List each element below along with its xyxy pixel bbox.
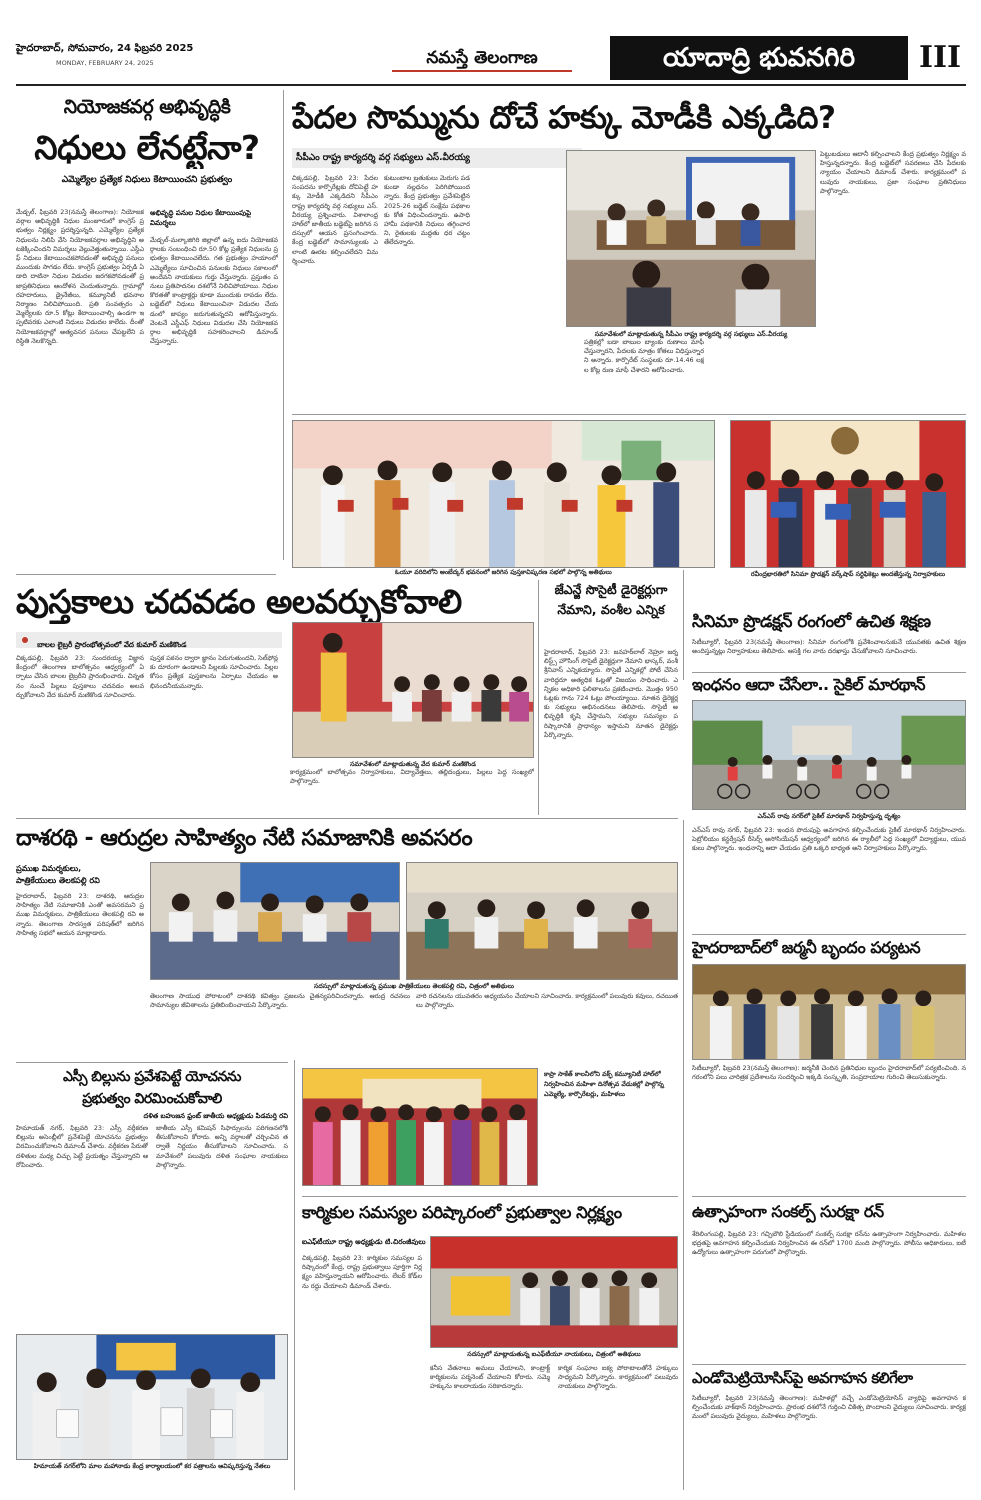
- story-cycle-headline: ఇంధనం ఆదా చేసేలా.. సైకిల్ మారథాన్: [692, 675, 926, 694]
- photo-cycle-marathon: [692, 700, 966, 810]
- story-sc-col1: హిమాయత్ నగర్, ఫిబ్రవరి 23: ఎస్సీ వర్గీకరణ బిల్లును అసెంబ్లీలో ప్రవేశపెట్టే యోచనను ప్రభుత్వం విరమించుకోవాలని డిమాండ్ చేశారు. వర్గీకరణ పేరుతో దళితుల మధ్య చిచ్చు పెట్టే ప్రయత్నం చేస్తున్నారని ఆరోపించారు.: [16, 1124, 148, 1169]
- story-cpm-col2: కుటుంబాల బ్రతుకులు మెరుగు పడకుండా నల్లధనం పెరిగిపోయిందన్నారు. కేంద్ర ప్రభుత్వం ప్రవేశపెట్టిన 2025-26 బడ్జెట్ సంక్షేమ పథకాలకు కోత విధించిందన్నారు. ఉపాధి హామీ పథకానికి నిధులు తగ్గించారని, రైతులకు మద్దతు ధర చట్టం తేలేదన్నారు.: [384, 174, 470, 247]
- photo-dasarathi-caption: సదస్సులో మాట్లాడుతున్న ప్రముఖ పాత్రికేయులు తెలకపల్లి రవి, చిత్రంలో అతిథులు: [313, 983, 514, 990]
- photo-workers-caption: సదస్సులో మాట్లాడుతున్న ఐఎఫ్‌టీయూ నాయకులు, చిత్రంలో అతిథులు: [467, 1351, 641, 1358]
- story-funds-col2: మేడ్చల్-మల్కాజిగిరి జిల్లాలో ఉన్న ఐదు నియోజకవర్గాలకు సంబంధించి రూ.50 కోట్ల ప్రత్యేక నిధులను ప్రభుత్వం కేటాయించలేదు. గత ప్రభుత్వం హయాంలో ఎమ్మెల్యేలు సూచించిన పనులకు నిధులు సకాలంలో అందేవని నాయకులు గుర్తు చేస్తున్నారు. ప్రస్తుతం పనులు ప్రతిపాదనల దశలోనే నిలిచిపోయాయి. నిధుల కొరతతో కాంట్రాక్టర్లు కూడా ముందుకు రావడం లేదు. బడ్జెట్‌లో నిధులు కేటాయించినా విడుదల చేయడంలో జాప్యం జరుగుతున్నదని ఆరోపిస్తున్నారు. వెంటనే ఎస్డీఎఫ్ నిధులు విడుదల చేసి నియోజకవర్గాల అభివృద్ధికి సహకరించాలని డిమాండ్ చేస్తున్నారు.: [150, 236, 278, 346]
- story-german-body: సిటీబ్యూరో, ఫిబ్రవరి 23(నమస్తే తెలంగాణ): జర్మనీకి చెందిన ప్రతినిధుల బృందం హైదరాబాద్‌లో పర్యటించింది. నగరంలోని పలు చారిత్రక ప్రదేశాలను సందర్శించి ఇక్కడి సంస్కృతి, సంప్రదాయాల గురించి తెలుసుకున్నారు.: [692, 1064, 966, 1082]
- story-sankalp-headline: ఉత్సాహంగా సంకల్ప్ సురక్షా రన్: [692, 1202, 884, 1221]
- story-sankalp: [692, 1200, 966, 1360]
- section-divider: [16, 1062, 288, 1063]
- section-title: యాదాద్రి భువనగిరి: [610, 36, 908, 80]
- story-german: [692, 936, 966, 960]
- story-books-kicker-box: [16, 632, 282, 648]
- story-funds-deck: ఎమ్మెల్యేల ప్రత్యేక నిధులు కేటాయించని ప్రభుత్వం: [61, 175, 233, 185]
- photo-book-caption: ఓయూ వరిదిలోని అంబేద్కర్ భవనంలో జరిగిన పుస్తకావిష్కరణ సభలో పాల్గొన్న అతిథులు: [395, 569, 612, 576]
- section-divider: [692, 1364, 966, 1365]
- story-cpm-headline: పేదల సొమ్మును దోచే హక్కు మోడీకి ఎక్కడిది?: [292, 100, 836, 136]
- story-workers-byline: ఐఎఫ్‌టీయూ రాష్ట్ర అధ్యక్షుడు టి.చిరంజీవులు: [302, 1238, 426, 1246]
- photo-cpm-meeting: [566, 150, 816, 327]
- story-cycle: [692, 674, 966, 694]
- story-books-col2: పుస్తక పఠనం ద్వారా జ్ఞానం పెరుగుతుందని, సెల్‌ఫోన్లకు దూరంగా ఉండాలని పిల్లలకు సూచించారు. పిల్లల కోసం ప్రత్యేక పుస్తకాలను ఏర్పాటు చేయడం అభినందనీయమన్నారు.: [150, 654, 278, 690]
- story-workers-headline: కార్మికుల సమస్యల పరిష్కారంలో ప్రభుత్వాల నిర్లక్ష్యం: [302, 1203, 622, 1222]
- story-endo-body: సిటీబ్యూరో, ఫిబ్రవరి 23(నమస్తే తెలంగాణ): మహిళల్లో వచ్చే ఎండోమెట్రియోసిస్ వ్యాధిపై అవగాహన కల్పించేందుకు వాక్‌థాన్ నిర్వహించారు. ప్రారంభ దశలోనే గుర్తించి చికిత్స పొందాలని వైద్యులు సూచించారు. కార్యక్రమంలో పలువురు వైద్యులు, మహిళలు పాల్గొన్నారు.: [692, 1394, 966, 1421]
- story-cycle-body: ఎన్‌ఎస్ రావు నగర్, ఫిబ్రవరి 23: ఇంధన పొదుపుపై అవగాహన కల్పించేందుకు సైకిల్ మారథాన్ నిర్వహించారు. పెట్రోలియం కన్జర్వేషన్ రీసెర్చ్ అసోసియేషన్ ఆధ్వర్యంలో జరిగిన ఈ ర్యాలీలో పెద్ద సంఖ్యలో విద్యార్థులు, యువకులు పాల్గొన్నారు. ఇంధనాన్ని ఆదా చేయడం ప్రతి ఒక్కరి బాధ్యత అని నిర్వాహకులు పేర్కొన్నారు.: [692, 826, 966, 853]
- section-divider: [692, 1196, 966, 1197]
- photo-workers-meeting: [430, 1236, 678, 1348]
- story-dasarathi-byline-2: పాత్రికేయులు తెలకపల్లి రవి: [16, 876, 100, 885]
- story-cinema-body: సిటీబ్యూరో, ఫిబ్రవరి 23(నమస్తే తెలంగాణ): సినిమా రంగంలోకి ప్రవేశించాలనుకునే యువతకు ఉచిత శిక్షణ అందిస్తున్నట్లు నిర్వాహకులు తెలిపారు. ఆసక్తి గల వారు దరఖాస్తు చేసుకోవాలని సూచించారు.: [692, 638, 966, 656]
- masthead-rule: [16, 84, 966, 86]
- story-funds: [16, 96, 278, 560]
- story-cpm-col3: పత్రికల్లో బడా బాబుల బ్యాంకు రుణాలు మాఫీ చేస్తున్నారని, పేదలకు మాత్రం కోతలు విధిస్తున్నారని అన్నారు. కార్పొరేట్ సంస్థలకు రూ.14.46 లక్షల కోట్ల రుణ మాఫీ చేశారని ఆరోపించారు.: [584, 338, 704, 374]
- masthead-date: [16, 42, 246, 67]
- story-workers-col3: కార్మిక సంఘాల ఐక్య పోరాటాలతోనే హక్కులు సాధ్యమని పేర్కొన్నారు. కార్యక్రమంలో పలువురు నాయకులు పాల్గొన్నారు.: [558, 1364, 678, 1391]
- section-divider: [16, 574, 276, 575]
- photo-dasarathi-guests: [406, 862, 678, 980]
- story-workers-col1: చిక్కడపల్లి, ఫిబ్రవరి 23: కార్మికుల సమస్యల పరిష్కారంలో కేంద్ర, రాష్ట్ర ప్రభుత్వాలు పూర్తిగా నిర్లక్ష్యం వహిస్తున్నాయని ఆరోపించారు. లేబర్ కోడ్‌లను రద్దు చేయాలని డిమాండ్ చేశారు.: [302, 1254, 422, 1290]
- section-divider: [16, 818, 678, 819]
- column-divider: [683, 820, 684, 1490]
- masthead-date-te: హైదరాబాద్, సోమవారం, 24 ఫిబ్రవరి 2025: [16, 43, 194, 54]
- story-cpm-col4: పెట్టుబడులు ఆదానీ కల్పించాలని కేంద్ర ప్రభుత్వం నిర్లక్ష్యం వహిస్తున్నదన్నారు. కేంద్ర బడ్జెట్‌లో సవరణలు చేసి పేదలకు న్యాయం చేయాలని డిమాండ్ చేశారు. కార్యక్రమంలో పలువురు నాయకులు, ప్రజా సంఘాల ప్రతినిధులు పాల్గొన్నారు.: [820, 150, 966, 195]
- section-divider: [292, 414, 966, 415]
- story-sc-kicker: దళిత బహుజన ఫ్రంట్ జాతీయ అధ్యక్షుడు పిడమర్తి రవి: [143, 1112, 288, 1120]
- story-endo-headline: ఎండోమెట్రియోసిస్‌పై అవగాహన కలిగేలా: [692, 1369, 913, 1387]
- story-funds-subhead: అభివృద్ధి పనుల నిధుల కేటాయింపుపై విమర్శలు: [150, 209, 252, 227]
- photo-cinema-caption: రవీంద్రభారతిలో సినిమా ప్రొడక్షన్ వర్క్‌షాప్ సర్టిఫికెట్లు అందజేస్తున్న నిర్వాహకులు: [750, 571, 946, 578]
- story-dasarathi-col1: హైదరాబాద్, ఫిబ్రవరి 23: దాశరథి, ఆరుద్రల సాహిత్యం నేటి సమాజానికి ఎంతో అవసరమని ప్రముఖ విమర్శకులు, పాత్రికేయులు తెలకపల్లి రవి అన్నారు. తెలంగాణ సారస్వత పరిషత్‌లో జరిగిన సాహిత్య సభలో ఆయన మాట్లాడారు.: [16, 892, 144, 937]
- story-dasarathi-byline-1: ప్రముఖ విమర్శకులు,: [16, 864, 82, 873]
- story-funds-headline: నిధులు లేనట్టేనా?: [34, 128, 260, 167]
- photo-cycle-caption: ఎన్‌ఎస్ రావు నగర్‌లో సైకిల్ మారథాన్ నిర్వహిస్తున్న దృశ్యం: [757, 813, 901, 820]
- story-sc-headline-2: ప్రభుత్వం విరమించుకోవాలి: [82, 1091, 222, 1107]
- story-sankalp-body: శేరిలింగంపల్లి, ఫిబ్రవరి 23: గచ్చిబౌలి స్టేడియంలో సంకల్ప్ సురక్షా రన్‌ను ఉత్సాహంగా నిర్వహించారు. మహిళల భద్రతపై అవగాహన కల్పించేందుకు నిర్వహించిన ఈ రన్‌లో 1700 మంది పాల్గొన్నారు. పోలీసు అధికారులు, ఐటీ ఉద్యోగులు ఉత్సాహంగా పరుగులో పాల్గొన్నారు.: [692, 1230, 966, 1257]
- photo-cinema-workshop: [730, 420, 966, 568]
- story-dasarathi-col3: వారి రచనలను యువతరం అధ్యయనం చేయాలని సూచించారు. కార్యక్రమంలో పలువురు కవులు, రచయితలు పాల్గొన్నారు.: [416, 992, 678, 1010]
- story-books-col3: కార్యక్రమంలో బాలోత్సవం నిర్వాహకులు, విద్యావేత్తలు, తల్లిదండ్రులు, పిల్లలు పెద్ద సంఖ్యలో పాల్గొన్నారు.: [290, 768, 534, 786]
- story-funds-col1: మేడ్చల్, ఫిబ్రవరి 23(నమస్తే తెలంగాణ): నియోజకవర్గాల అభివృద్ధికి నిధుల మంజూరులో కాంగ్రెస్ ప్రభుత్వం నిర్లక్ష్యం ప్రదర్శిస్తున్నది. ఎమ్మెల్యేల ప్రత్యేక నిధులను నిలిపి వేసి నియోజకవర్గాల అభివృద్ధిని అటకెక్కించిందని విమర్శలు వెల్లువెత్తుతున్నాయి. ఎస్డీఎఫ్ నిధులు కేటాయించకపోవడంతో అభివృద్ధి పనులు ముందుకు సాగడం లేదు. కాంగ్రెస్ ప్రభుత్వం ఏర్పడి ఏడాది దాటినా నిధుల విడుదల జరగకపోవడంతో ప్రజాప్రతినిధులు ఆందోళన చెందుతున్నారు. గ్రామాల్లో రహదారులు, డ్రైనేజీలు, కమ్యూనిటీ భవనాల నిర్మాణం నిలిచిపోయింది. ప్రతి సంవత్సరం ఎమ్మెల్యేలకు రూ.5 కోట్లు కేటాయించాల్సి ఉండగా ఇప్పటివరకు ఎలాంటి నిధులు విడుదల కాలేదు. దీంతో నియోజకవర్గాల్లో అత్యవసర పనులు చేపట్టలేని పరిస్థితి నెలకొన్నది.: [16, 208, 144, 345]
- story-cinema-headline: సినిమా ప్రొడక్షన్ రంగంలో ఉచిత శిక్షణ: [692, 612, 931, 632]
- story-german-headline: హైదరాబాద్‌లో జర్మనీ బృందం పర్యటన: [692, 938, 921, 957]
- story-jnj-headline: జేఎన్జే సొసైటీ డైరెక్టర్లుగా నేమాని, వంశీల ఎన్నిక: [554, 582, 668, 617]
- page-number: III: [918, 40, 962, 75]
- photo-german-team: [692, 964, 966, 1060]
- photo-womens-caption: కాప్రా సాకేత్ కాలనీలోని వక్ఫ్ కమ్యూనిటీ హాల్‌లో నిర్వహించిన మహిళా దినోత్సవ వేడుకల్లో పాల్గొన్న ఎమ్మెల్యే, కార్పొరేటర్లు, మహిళలు: [544, 1071, 664, 1098]
- story-jnj-body: హైదరాబాద్, ఫిబ్రవరి 23: జవహర్‌లాల్ నెహ్రూ జర్నలిస్ట్స్ హౌసింగ్ సొసైటీ డైరెక్టర్లుగా నేమాని భాస్కర్, వంశీ శ్రీనివాస్ ఎన్నికయ్యారు. సొసైటీ ఎన్నికల్లో పోటీ చేసిన వారిద్దరూ అత్యధిక ఓట్లతో విజయం సాధించారు. ఎన్నికల అధికారి ఫలితాలను ప్రకటించారు. మొత్తం 950 ఓట్లకు గాను 724 ఓట్లు పోలయ్యాయి. నూతన డైరెక్టర్లకు సభ్యులు అభినందనలు తెలిపారు. సొసైటీ అభివృద్ధికి కృషి చేస్తామని, సభ్యుల సమస్యల పరిష్కారానికి ప్రాధాన్యం ఇస్తామని నూతన డైరెక్టర్లు పేర్కొన్నారు.: [544, 648, 678, 739]
- story-endometriosis: [692, 1366, 966, 1490]
- section-divider: [302, 1196, 678, 1197]
- section-divider: [692, 672, 966, 673]
- story-cpm-byline: సీపీఎం రాష్ట్ర కార్యదర్శి వర్గ సభ్యులు ఎస్.వీరయ్య: [296, 153, 470, 163]
- story-cinema-training: [692, 610, 966, 670]
- story-dasarathi-col2: తెలంగాణ సాయుధ పోరాటంలో దాశరథి కవిత్వం ప్రజలను చైతన్యపరిచిందన్నారు. ఆరుద్ర రచనలు సామాన్యుల జీవితాలను ప్రతిబింబించాయని పేర్కొన్నారు.: [150, 992, 410, 1010]
- story-books-headline: పుస్తకాలు చదవడం అలవర్చుకోవాలి: [16, 582, 462, 621]
- story-cpm-col1: చిక్కడపల్లి, ఫిబ్రవరి 23: పేదల సంపదను కార్పొరేట్లకు దోచిపెట్టే హక్కు మోడీకి ఎక్కడిదని సీపీఎం రాష్ట్ర కార్యదర్శి వర్గ సభ్యులు ఎస్.వీరయ్య ప్రశ్నించారు. విశాలాంధ్ర హాల్‌లో జాతీయ బడ్జెట్‌పై జరిగిన సదస్సులో ఆయన ప్రసంగించారు. కేంద్ర బడ్జెట్‌లో సామాన్యులకు ఎలాంటి ఊరట కల్పించలేదని విమర్శించారు.: [292, 174, 378, 265]
- story-books-kicker: బాలల లైబ్రరీ ప్రారంభోత్సవంలో వేద కుమార్ మణికొండ: [37, 640, 187, 649]
- photo-sc-leaders: [16, 1334, 288, 1460]
- story-sc-headline-1: ఎస్సీ బిల్లును ప్రవేశపెట్టే యోచనను: [63, 1069, 241, 1085]
- section-divider: [692, 934, 966, 935]
- photo-books-caption: సమావేశంలో మాట్లాడుతున్న వేద కుమార్ మణికొండ: [350, 761, 476, 768]
- story-jnj: [544, 580, 678, 816]
- story-cpm-byline-box: [292, 148, 582, 168]
- photo-book-release: [292, 420, 715, 568]
- story-dasarathi-headline: దాశరథి - ఆరుద్రల సాహిత్యం నేటి సమాజానికి అవసరం: [16, 826, 473, 851]
- brand-logo: నమస్తే తెలంగాణ: [392, 44, 572, 72]
- column-divider: [283, 90, 284, 560]
- story-books-col1: చిక్కడపల్లి, ఫిబ్రవరి 23: సుందరయ్య విజ్ఞాన కేంద్రంలో తెలంగాణ బాలోత్సవం ఆధ్వర్యంలో ఏర్పాటు చేసిన బాలల లైబ్రరీని ప్రారంభించారు. చిన్నతనం నుంచే పిల్లలు పుస్తకాలు చదవడం అలవర్చుకోవాలని వేద కుమార్ మణికొండ సూచించారు.: [16, 654, 144, 699]
- story-sc-col2: జాతీయ ఎస్సీ కమిషన్ సిఫార్సులను పరిగణనలోకి తీసుకోవాలని కోరారు. అన్ని వర్గాలతో చర్చించిన తర్వాతే నిర్ణయం తీసుకోవాలని సూచించారు. సమావేశంలో పలువురు దళిత సంఘాల నాయకులు పాల్గొన్నారు.: [156, 1124, 288, 1169]
- photo-sc-caption: హిమాయత్ నగర్‌లోని మాల మహానాడు కేంద్ర కార్యాలయంలో కర పత్రాలను ఆవిష్కరిస్తున్న నేతలు: [33, 1463, 271, 1470]
- masthead-date-en: MONDAY, FEBRUARY 24, 2025: [56, 59, 154, 67]
- column-divider: [538, 580, 539, 815]
- photo-books-event: [292, 622, 534, 758]
- bullet-icon: [22, 637, 28, 643]
- story-workers-col2: కనీస వేతనాలు అమలు చేయాలని, కాంట్రాక్ట్ కార్మికులను పర్మనెంట్ చేయాలని కోరారు. సమ్మె హక్కును కాలరాయడం సరికాదన్నారు.: [430, 1364, 550, 1391]
- photo-cpm-caption: సమావేశంలో మాట్లాడుతున్న సీపీఎం రాష్ట్ర కార్యదర్శి వర్గ సభ్యులు ఎస్.వీరయ్య: [594, 331, 788, 338]
- story-funds-kicker: నియోజకవర్గ అభివృద్ధికి: [63, 96, 231, 118]
- photo-dasarathi-seminar: [150, 862, 400, 980]
- column-divider: [294, 1060, 295, 1490]
- column-divider: [683, 570, 684, 680]
- photo-womens-event: [302, 1068, 538, 1186]
